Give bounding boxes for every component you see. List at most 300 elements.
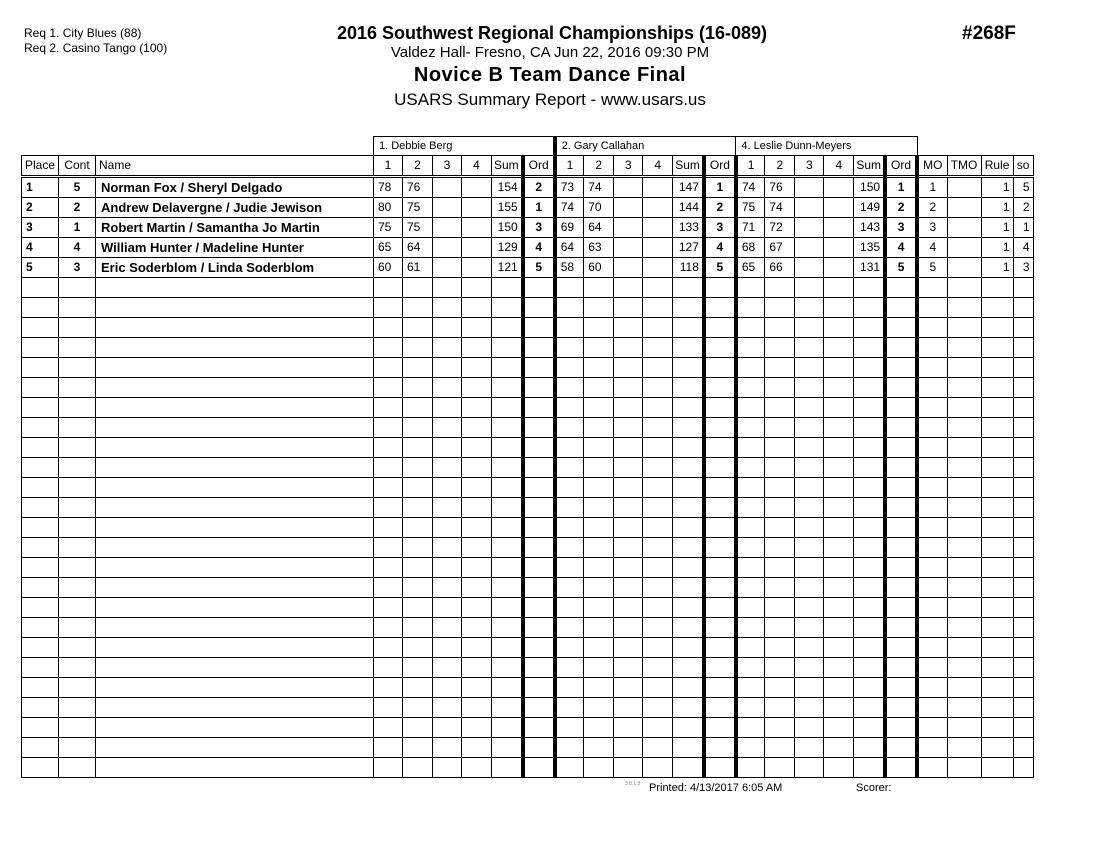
empty-cell bbox=[673, 378, 704, 398]
empty-cell bbox=[643, 518, 673, 538]
empty-cell bbox=[614, 398, 643, 418]
tmo-cell bbox=[947, 177, 981, 198]
empty-cell bbox=[1013, 658, 1033, 678]
empty-cell bbox=[374, 458, 403, 478]
empty-cell bbox=[462, 358, 492, 378]
empty-cell bbox=[643, 758, 673, 778]
empty-cell bbox=[947, 338, 981, 358]
empty-cell bbox=[555, 398, 584, 418]
empty-cell bbox=[433, 458, 462, 478]
empty-cell bbox=[673, 718, 704, 738]
score-1-cell: 78 bbox=[374, 177, 403, 198]
empty-cell bbox=[885, 718, 917, 738]
score-4-cell bbox=[462, 218, 492, 238]
empty-cell bbox=[403, 738, 433, 758]
empty-cell bbox=[433, 758, 462, 778]
empty-table-row bbox=[22, 678, 1034, 698]
empty-cell bbox=[523, 638, 555, 658]
empty-cell bbox=[1013, 498, 1033, 518]
score-3-cell bbox=[614, 238, 643, 258]
empty-cell bbox=[917, 538, 947, 558]
empty-cell bbox=[885, 318, 917, 338]
empty-cell bbox=[704, 478, 736, 498]
empty-cell bbox=[22, 578, 59, 598]
empty-cell bbox=[584, 358, 614, 378]
empty-cell bbox=[22, 438, 59, 458]
empty-cell bbox=[704, 338, 736, 358]
empty-cell bbox=[59, 558, 96, 578]
empty-cell bbox=[643, 618, 673, 638]
empty-cell bbox=[555, 578, 584, 598]
score-2-cell: 72 bbox=[765, 218, 795, 238]
empty-cell bbox=[854, 638, 885, 658]
empty-cell bbox=[795, 458, 824, 478]
empty-table-row bbox=[22, 638, 1034, 658]
empty-cell bbox=[704, 698, 736, 718]
empty-cell bbox=[555, 558, 584, 578]
empty-cell bbox=[492, 658, 523, 678]
empty-cell bbox=[403, 438, 433, 458]
empty-cell bbox=[614, 518, 643, 538]
empty-cell bbox=[736, 278, 765, 298]
empty-cell bbox=[96, 518, 374, 538]
empty-table-row bbox=[22, 658, 1034, 678]
empty-cell bbox=[584, 718, 614, 738]
empty-cell bbox=[492, 518, 523, 538]
empty-cell bbox=[917, 478, 947, 498]
empty-cell bbox=[403, 518, 433, 538]
empty-cell bbox=[917, 618, 947, 638]
empty-cell bbox=[981, 678, 1013, 698]
empty-cell bbox=[885, 398, 917, 418]
rule-cell: 1 bbox=[981, 218, 1013, 238]
empty-cell bbox=[673, 698, 704, 718]
empty-cell bbox=[555, 538, 584, 558]
col-j3-s3: 3 bbox=[795, 156, 824, 177]
empty-cell bbox=[22, 358, 59, 378]
score-4-cell bbox=[824, 238, 854, 258]
empty-cell bbox=[736, 678, 765, 698]
empty-cell bbox=[462, 758, 492, 778]
empty-cell bbox=[917, 418, 947, 438]
empty-cell bbox=[981, 658, 1013, 678]
empty-cell bbox=[795, 318, 824, 338]
score-4-cell bbox=[824, 198, 854, 218]
empty-cell bbox=[824, 298, 854, 318]
empty-cell bbox=[704, 418, 736, 438]
empty-cell bbox=[523, 378, 555, 398]
ord-cell: 4 bbox=[523, 238, 555, 258]
empty-cell bbox=[795, 378, 824, 398]
sum-cell: 154 bbox=[492, 177, 523, 198]
empty-cell bbox=[584, 758, 614, 778]
empty-cell bbox=[917, 398, 947, 418]
empty-cell bbox=[555, 418, 584, 438]
ord-cell: 4 bbox=[885, 238, 917, 258]
empty-cell bbox=[885, 458, 917, 478]
empty-cell bbox=[374, 358, 403, 378]
empty-cell bbox=[614, 278, 643, 298]
sum-cell: 147 bbox=[673, 177, 704, 198]
empty-cell bbox=[584, 538, 614, 558]
empty-cell bbox=[462, 718, 492, 738]
empty-cell bbox=[981, 278, 1013, 298]
empty-cell bbox=[59, 638, 96, 658]
empty-cell bbox=[492, 378, 523, 398]
empty-cell bbox=[643, 378, 673, 398]
empty-cell bbox=[584, 698, 614, 718]
empty-cell bbox=[403, 278, 433, 298]
empty-cell bbox=[765, 718, 795, 738]
empty-cell bbox=[614, 758, 643, 778]
empty-table-row bbox=[22, 738, 1034, 758]
empty-cell bbox=[462, 558, 492, 578]
empty-cell bbox=[22, 638, 59, 658]
empty-cell bbox=[643, 398, 673, 418]
requirement-1: Req 1. City Blues (88) bbox=[24, 26, 142, 40]
empty-cell bbox=[96, 678, 374, 698]
empty-cell bbox=[59, 478, 96, 498]
empty-cell bbox=[555, 738, 584, 758]
empty-cell bbox=[643, 498, 673, 518]
empty-cell bbox=[1013, 398, 1033, 418]
empty-cell bbox=[59, 698, 96, 718]
empty-cell bbox=[96, 558, 374, 578]
empty-cell bbox=[885, 738, 917, 758]
name-cell: Andrew Delavergne / Judie Jewison bbox=[96, 198, 374, 218]
empty-cell bbox=[854, 698, 885, 718]
empty-cell bbox=[854, 298, 885, 318]
empty-cell bbox=[643, 658, 673, 678]
empty-cell bbox=[673, 358, 704, 378]
empty-cell bbox=[947, 458, 981, 478]
empty-cell bbox=[403, 418, 433, 438]
empty-cell bbox=[765, 278, 795, 298]
ord-cell: 2 bbox=[885, 198, 917, 218]
empty-cell bbox=[374, 518, 403, 538]
empty-cell bbox=[765, 458, 795, 478]
empty-cell bbox=[403, 378, 433, 398]
empty-cell bbox=[59, 718, 96, 738]
empty-cell bbox=[1013, 438, 1033, 458]
score-2-cell: 75 bbox=[403, 198, 433, 218]
empty-cell bbox=[614, 718, 643, 738]
empty-cell bbox=[981, 618, 1013, 638]
empty-cell bbox=[736, 618, 765, 638]
empty-cell bbox=[584, 638, 614, 658]
empty-cell bbox=[885, 418, 917, 438]
col-name: Name bbox=[96, 156, 374, 177]
empty-cell bbox=[643, 598, 673, 618]
empty-cell bbox=[981, 698, 1013, 718]
empty-cell bbox=[59, 398, 96, 418]
empty-cell bbox=[704, 618, 736, 638]
empty-table-row bbox=[22, 318, 1034, 338]
empty-cell bbox=[824, 658, 854, 678]
cont-cell: 5 bbox=[59, 177, 96, 198]
cont-cell: 1 bbox=[59, 218, 96, 238]
empty-cell bbox=[824, 338, 854, 358]
empty-cell bbox=[736, 658, 765, 678]
empty-cell bbox=[614, 598, 643, 618]
empty-cell bbox=[917, 758, 947, 778]
place-cell: 1 bbox=[22, 177, 59, 198]
col-j2-s4: 4 bbox=[643, 156, 673, 177]
empty-cell bbox=[22, 458, 59, 478]
empty-cell bbox=[947, 718, 981, 738]
score-4-cell bbox=[643, 238, 673, 258]
judge-1-header: 1. Debbie Berg bbox=[374, 137, 555, 156]
empty-cell bbox=[736, 318, 765, 338]
empty-cell bbox=[492, 478, 523, 498]
empty-cell bbox=[584, 418, 614, 438]
empty-cell bbox=[614, 418, 643, 438]
empty-cell bbox=[523, 558, 555, 578]
score-2-cell: 74 bbox=[765, 198, 795, 218]
empty-cell bbox=[643, 458, 673, 478]
empty-cell bbox=[885, 338, 917, 358]
empty-cell bbox=[885, 578, 917, 598]
empty-cell bbox=[433, 498, 462, 518]
empty-cell bbox=[59, 418, 96, 438]
empty-cell bbox=[981, 578, 1013, 598]
empty-cell bbox=[643, 538, 673, 558]
empty-cell bbox=[795, 478, 824, 498]
col-so: so bbox=[1013, 156, 1033, 177]
empty-cell bbox=[1013, 478, 1033, 498]
empty-cell bbox=[22, 318, 59, 338]
empty-cell bbox=[374, 278, 403, 298]
score-3-cell bbox=[795, 177, 824, 198]
empty-cell bbox=[981, 598, 1013, 618]
ord-cell: 3 bbox=[885, 218, 917, 238]
empty-cell bbox=[433, 558, 462, 578]
empty-cell bbox=[523, 358, 555, 378]
empty-table-row bbox=[22, 558, 1034, 578]
empty-cell bbox=[492, 618, 523, 638]
empty-cell bbox=[947, 678, 981, 698]
empty-cell bbox=[795, 538, 824, 558]
name-cell: William Hunter / Madeline Hunter bbox=[96, 238, 374, 258]
empty-cell bbox=[854, 598, 885, 618]
empty-table-row bbox=[22, 598, 1034, 618]
mo-cell: 4 bbox=[917, 238, 947, 258]
empty-cell bbox=[584, 478, 614, 498]
empty-cell bbox=[795, 638, 824, 658]
empty-cell bbox=[555, 638, 584, 658]
empty-cell bbox=[492, 338, 523, 358]
empty-cell bbox=[704, 658, 736, 678]
col-j1-s1: 1 bbox=[374, 156, 403, 177]
empty-cell bbox=[736, 698, 765, 718]
empty-cell bbox=[555, 438, 584, 458]
empty-cell bbox=[947, 738, 981, 758]
empty-cell bbox=[947, 578, 981, 598]
col-rule: Rule bbox=[981, 156, 1013, 177]
judge-2-header: 2. Gary Callahan bbox=[555, 137, 736, 156]
empty-cell bbox=[824, 318, 854, 338]
empty-cell bbox=[555, 758, 584, 778]
empty-cell bbox=[795, 418, 824, 438]
empty-cell bbox=[643, 318, 673, 338]
empty-cell bbox=[1013, 298, 1033, 318]
empty-cell bbox=[433, 378, 462, 398]
score-2-cell: 63 bbox=[584, 238, 614, 258]
empty-cell bbox=[22, 418, 59, 438]
ord-cell: 1 bbox=[885, 177, 917, 198]
score-4-cell bbox=[462, 177, 492, 198]
column-header-row bbox=[22, 156, 1034, 177]
empty-cell bbox=[704, 278, 736, 298]
empty-cell bbox=[765, 518, 795, 538]
empty-table-row bbox=[22, 278, 1034, 298]
col-tmo: TMO bbox=[947, 156, 981, 177]
empty-cell bbox=[523, 498, 555, 518]
score-3-cell bbox=[433, 238, 462, 258]
empty-cell bbox=[981, 558, 1013, 578]
sum-cell: 144 bbox=[673, 198, 704, 218]
score-1-cell: 75 bbox=[374, 218, 403, 238]
results-table bbox=[21, 136, 1034, 778]
empty-cell bbox=[462, 698, 492, 718]
empty-cell bbox=[765, 418, 795, 438]
empty-cell bbox=[59, 458, 96, 478]
empty-cell bbox=[614, 738, 643, 758]
empty-cell bbox=[736, 338, 765, 358]
empty-cell bbox=[917, 458, 947, 478]
empty-cell bbox=[854, 618, 885, 638]
empty-cell bbox=[765, 678, 795, 698]
empty-table-row bbox=[22, 618, 1034, 638]
so-cell: 2 bbox=[1013, 198, 1033, 218]
score-2-cell: 67 bbox=[765, 238, 795, 258]
empty-cell bbox=[555, 598, 584, 618]
tmo-cell bbox=[947, 238, 981, 258]
score-3-cell bbox=[433, 177, 462, 198]
empty-cell bbox=[854, 438, 885, 458]
empty-cell bbox=[885, 638, 917, 658]
score-2-cell: 61 bbox=[403, 258, 433, 278]
empty-cell bbox=[736, 738, 765, 758]
so-cell: 1 bbox=[1013, 218, 1033, 238]
empty-cell bbox=[981, 478, 1013, 498]
empty-cell bbox=[96, 538, 374, 558]
empty-cell bbox=[523, 298, 555, 318]
empty-cell bbox=[736, 418, 765, 438]
empty-cell bbox=[523, 658, 555, 678]
empty-cell bbox=[22, 338, 59, 358]
col-j2-s3: 3 bbox=[614, 156, 643, 177]
empty-cell bbox=[462, 498, 492, 518]
empty-cell bbox=[403, 718, 433, 738]
sum-cell: 135 bbox=[854, 238, 885, 258]
ord-cell: 2 bbox=[704, 198, 736, 218]
empty-cell bbox=[981, 738, 1013, 758]
score-1-cell: 71 bbox=[736, 218, 765, 238]
empty-cell bbox=[1013, 718, 1033, 738]
empty-cell bbox=[523, 758, 555, 778]
empty-cell bbox=[584, 498, 614, 518]
empty-cell bbox=[374, 338, 403, 358]
score-1-cell: 68 bbox=[736, 238, 765, 258]
empty-cell bbox=[736, 298, 765, 318]
empty-cell bbox=[614, 358, 643, 378]
empty-cell bbox=[854, 398, 885, 418]
empty-cell bbox=[492, 398, 523, 418]
empty-cell bbox=[704, 738, 736, 758]
empty-table-row bbox=[22, 458, 1034, 478]
score-2-cell: 64 bbox=[584, 218, 614, 238]
score-3-cell bbox=[614, 258, 643, 278]
empty-cell bbox=[555, 698, 584, 718]
empty-cell bbox=[736, 358, 765, 378]
empty-cell bbox=[885, 758, 917, 778]
empty-cell bbox=[885, 438, 917, 458]
ord-cell: 3 bbox=[523, 218, 555, 238]
cont-cell: 2 bbox=[59, 198, 96, 218]
empty-cell bbox=[947, 698, 981, 718]
empty-cell bbox=[96, 598, 374, 618]
empty-cell bbox=[96, 498, 374, 518]
empty-cell bbox=[673, 558, 704, 578]
empty-cell bbox=[374, 498, 403, 518]
empty-cell bbox=[492, 418, 523, 438]
empty-cell bbox=[96, 638, 374, 658]
empty-table-row bbox=[22, 338, 1034, 358]
empty-cell bbox=[59, 378, 96, 398]
score-1-cell: 65 bbox=[736, 258, 765, 278]
empty-cell bbox=[1013, 538, 1033, 558]
empty-cell bbox=[492, 598, 523, 618]
judges-header-row bbox=[22, 137, 1034, 156]
score-2-cell: 75 bbox=[403, 218, 433, 238]
rule-cell: 1 bbox=[981, 198, 1013, 218]
empty-cell bbox=[1013, 458, 1033, 478]
tmo-cell bbox=[947, 218, 981, 238]
empty-cell bbox=[433, 338, 462, 358]
score-3-cell bbox=[614, 198, 643, 218]
col-j2-sum: Sum bbox=[673, 156, 704, 177]
empty-cell bbox=[917, 658, 947, 678]
empty-cell bbox=[917, 358, 947, 378]
empty-cell bbox=[981, 338, 1013, 358]
scorer-label: Scorer: bbox=[856, 782, 892, 794]
empty-cell bbox=[704, 538, 736, 558]
empty-cell bbox=[584, 458, 614, 478]
score-4-cell bbox=[462, 198, 492, 218]
empty-cell bbox=[673, 758, 704, 778]
empty-table-row bbox=[22, 718, 1034, 738]
rule-cell: 1 bbox=[981, 258, 1013, 278]
empty-cell bbox=[673, 678, 704, 698]
empty-cell bbox=[736, 578, 765, 598]
table-row bbox=[22, 198, 1034, 218]
empty-cell bbox=[433, 678, 462, 698]
empty-cell bbox=[824, 478, 854, 498]
empty-cell bbox=[523, 278, 555, 298]
empty-cell bbox=[59, 358, 96, 378]
empty-cell bbox=[462, 378, 492, 398]
empty-cell bbox=[917, 498, 947, 518]
score-4-cell bbox=[462, 238, 492, 258]
empty-cell bbox=[673, 398, 704, 418]
empty-cell bbox=[765, 478, 795, 498]
empty-cell bbox=[917, 558, 947, 578]
empty-cell bbox=[795, 558, 824, 578]
empty-cell bbox=[765, 338, 795, 358]
empty-cell bbox=[854, 518, 885, 538]
score-3-cell bbox=[795, 238, 824, 258]
